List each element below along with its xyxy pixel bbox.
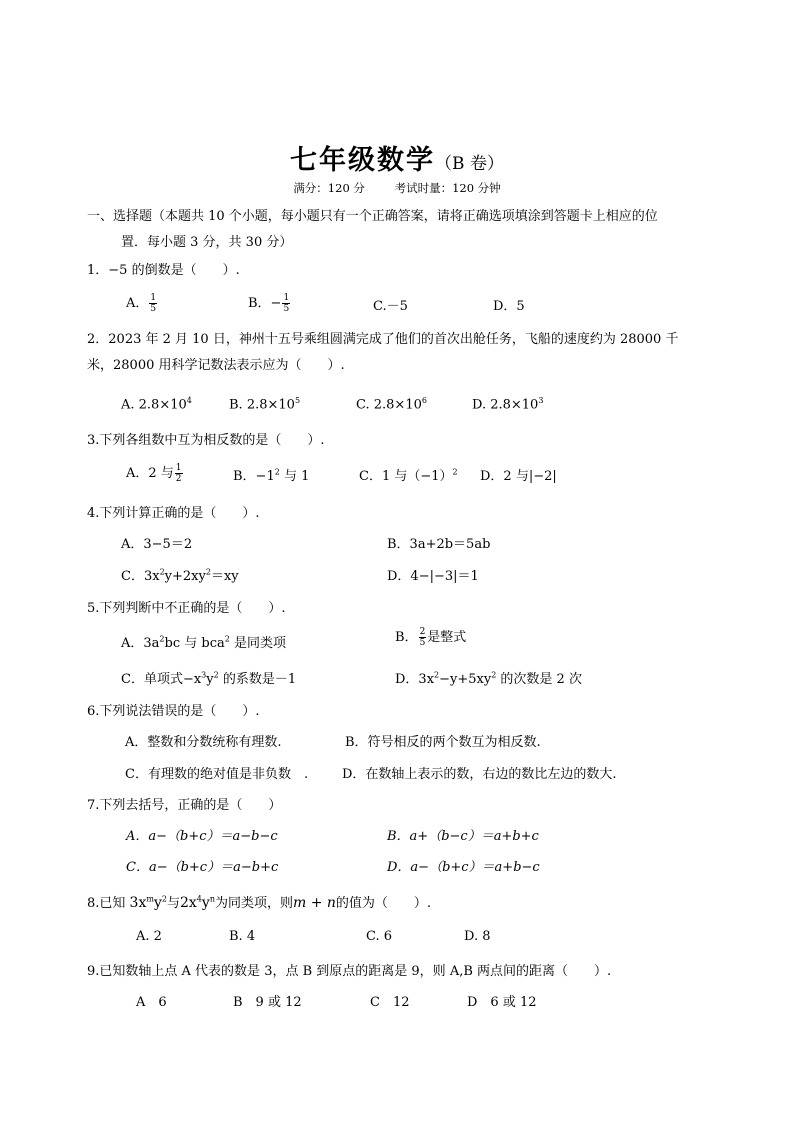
q2-option-c [356,396,427,412]
q5-b-num: 2 [419,627,426,637]
q7-stem: 7.下列去括号，正确的是（ ） [87,798,282,813]
q5-a-exp-2: 2 [224,634,230,644]
section-heading [87,204,727,256]
q8-t1-yexp: 2 [161,894,167,904]
q3-stem: 3.下列各组数中互为相反数的是（ ）. [87,433,325,448]
q8-option-d: D. 8 [464,929,491,944]
q2-option-b [229,396,300,412]
q4-c-exp-2: 2 [205,567,211,577]
q5-b-label: B． [395,630,418,645]
q3-option-d: D．2 与|−2| [480,469,557,484]
q3-b-tail: 与 1 [279,469,310,484]
q1-a-label: A． [126,296,149,311]
q1-option-d: D．5 [493,299,525,314]
section-line-1: 一、选择题（本题共 10 个小题，每小题只有一个正确答案，请将正确选项填涂到答题卡上相应的位 [87,209,658,224]
q4-c-tail: y+2xy [164,569,206,584]
q5-c-mid: y [206,672,214,687]
q4-option-d: D．4−|−3|＝1 [387,569,479,584]
q3-b-text: B．−1 [233,469,275,484]
q3-a-fraction [175,463,183,484]
q3-a-num: 1 [175,463,182,473]
full-score: 满分：120 分 [293,181,365,195]
q2-option-d [472,396,543,412]
q8-option-c: C. 6 [366,929,393,944]
q1-a-fraction [149,293,157,314]
q1-b-fraction [282,293,290,314]
q2-option-a [121,396,192,412]
q5-a-tail-2: 是同类项 [229,636,286,651]
q9-option-a: A 6 [136,995,167,1010]
q4-option-a: A．3−5＝2 [121,537,193,552]
q4-stem: 4.下列计算正确的是（ ）. [87,506,260,521]
q5-d-tail: 的次数是 2 次 [496,672,582,687]
q3-a-den: 2 [175,474,182,484]
q5-c-exp-1: 3 [201,670,207,680]
q2-a-exp: 4 [186,396,192,405]
page-title [0,138,794,177]
q8-option-b: B. 4 [229,929,256,944]
q5-c-exp-2: 2 [213,670,219,680]
q4-c-exp: 2 [159,567,165,577]
q5-option-a [121,632,286,651]
q8-t1-exp: m [146,894,154,904]
q3-option-c [359,465,458,484]
q9-option-d: D 6 或 12 [467,995,537,1010]
q8-stem-b: 为同类项，则 [214,896,293,911]
q2-d-exp: 3 [538,396,544,405]
q3-c-text: C．1 与（−1） [359,469,453,484]
q4-option-b: B．3a+2b＝5ab [387,537,491,552]
q8-stem-a: 8.已知 [87,896,126,911]
q8-stem [87,892,431,911]
q4-option-c [121,565,239,584]
q2-c-text: C. 2.8×10 [356,397,422,413]
q6-option-c: C．有理数的绝对值是非负数 . [125,767,309,782]
section-line-2: 置．每小题 3 分，共 30 分） [121,235,293,250]
q5-c-label: C．单项式−x [121,672,202,687]
title-main: 七年级数学 [290,145,436,176]
q3-option-b [233,465,309,484]
q5-d-label: D．3x [395,672,435,687]
q5-b-fraction [419,627,427,648]
q8-term-1 [130,895,167,911]
q2-stem-1: 2．2023 年 2 月 10 日，神州十五号乘组圆满完成了他们的首次出舱任务，飞船的速度约为 28000 千 [87,332,679,347]
q3-option-a [126,462,184,484]
q9-option-c: C 12 [370,995,410,1010]
q3-c-exp: 2 [452,467,458,477]
q3-b-exp: 2 [274,467,280,477]
q2-stem-2: 米，28000 用科学记数法表示应为（ ）. [87,358,345,373]
title-sub: （B 卷） [435,154,504,174]
q7-option-a: A．a−（b+c）＝a−b−c [126,829,278,844]
q5-a-tail: bc 与 bca [164,636,225,651]
q4-c-tail-2: ＝xy [210,569,239,584]
q8-expr: m + n [292,895,336,911]
q8-t2-exp: 4 [196,894,202,904]
q6-stem: 6.下列说法错误的是（ ）. [87,704,260,719]
q5-d-exp-2: 2 [491,670,497,680]
q3-a-label: A．2 与 [126,466,174,481]
exam-meta [0,180,794,196]
q1-a-den: 5 [150,304,157,314]
q1-a-num: 1 [150,293,157,303]
q5-option-d [395,668,582,687]
q9-stem: 9.已知数轴上点 A 代表的数是 3，点 B 到原点的距离是 9，则 A,B 两点间的距离（ ）. [87,964,612,979]
q8-t2: 2x [179,895,197,911]
exam-time: 考试时量：120 分钟 [394,181,501,195]
q5-a-exp: 2 [159,634,165,644]
q2-b-exp: 5 [294,396,301,405]
q1-option-c: C.－5 [373,299,408,314]
q2-d-text: D. 2.8×10 [472,397,539,413]
q5-option-c [121,668,296,687]
q4-c-label: C．3x [121,569,160,584]
q7-option-b: B．a+（b−c）＝a+b+c [387,829,539,844]
q1-b-den: 5 [283,304,290,314]
q7-option-c: C．a−（b+c）＝a−b+c [126,860,279,875]
q7-option-d: D．a−（b+c）＝a+b−c [387,860,540,875]
q9-option-b: B 9 或 12 [233,995,302,1010]
q8-option-a: A. 2 [136,929,162,944]
q2-b-text: B. 2.8×10 [229,397,295,413]
q1-stem: 1．−5 的倒数是（ ）. [87,263,240,278]
q8-t2-yexp: n [209,894,215,904]
q8-stem-c: 的值为（ ）. [335,896,432,911]
q5-option-b [395,626,466,648]
q8-t1: 3x [129,895,147,911]
q6-option-d: D．在数轴上表示的数，右边的数比左边的数大. [342,767,617,782]
q6-option-b: B．符号相反的两个数互为相反数. [345,735,541,750]
q5-d-mid: −y+5xy [439,672,492,687]
q5-d-exp-1: 2 [434,670,440,680]
q5-c-tail: 的系数是－1 [218,672,297,687]
q5-stem: 5.下列判断中不正确的是（ ）. [87,601,286,616]
q5-b-den: 5 [419,638,426,648]
q1-b-label: B．− [248,296,282,311]
q1-b-num: 1 [283,293,290,303]
q8-t1-y: y [153,895,162,911]
q6-option-a: A．整数和分数统称有理数. [125,735,282,750]
q1-option-b [248,292,291,314]
q5-b-tail: 是整式 [427,630,467,645]
q8-term-2 [180,895,215,911]
q2-c-exp: 6 [421,396,427,405]
q5-a-label: A．3a [121,636,160,651]
q2-a-text: A. 2.8×10 [121,397,187,413]
q1-option-a [126,292,158,314]
q8-t2-y: y [201,895,210,911]
q8-mid: 与 [166,896,180,911]
